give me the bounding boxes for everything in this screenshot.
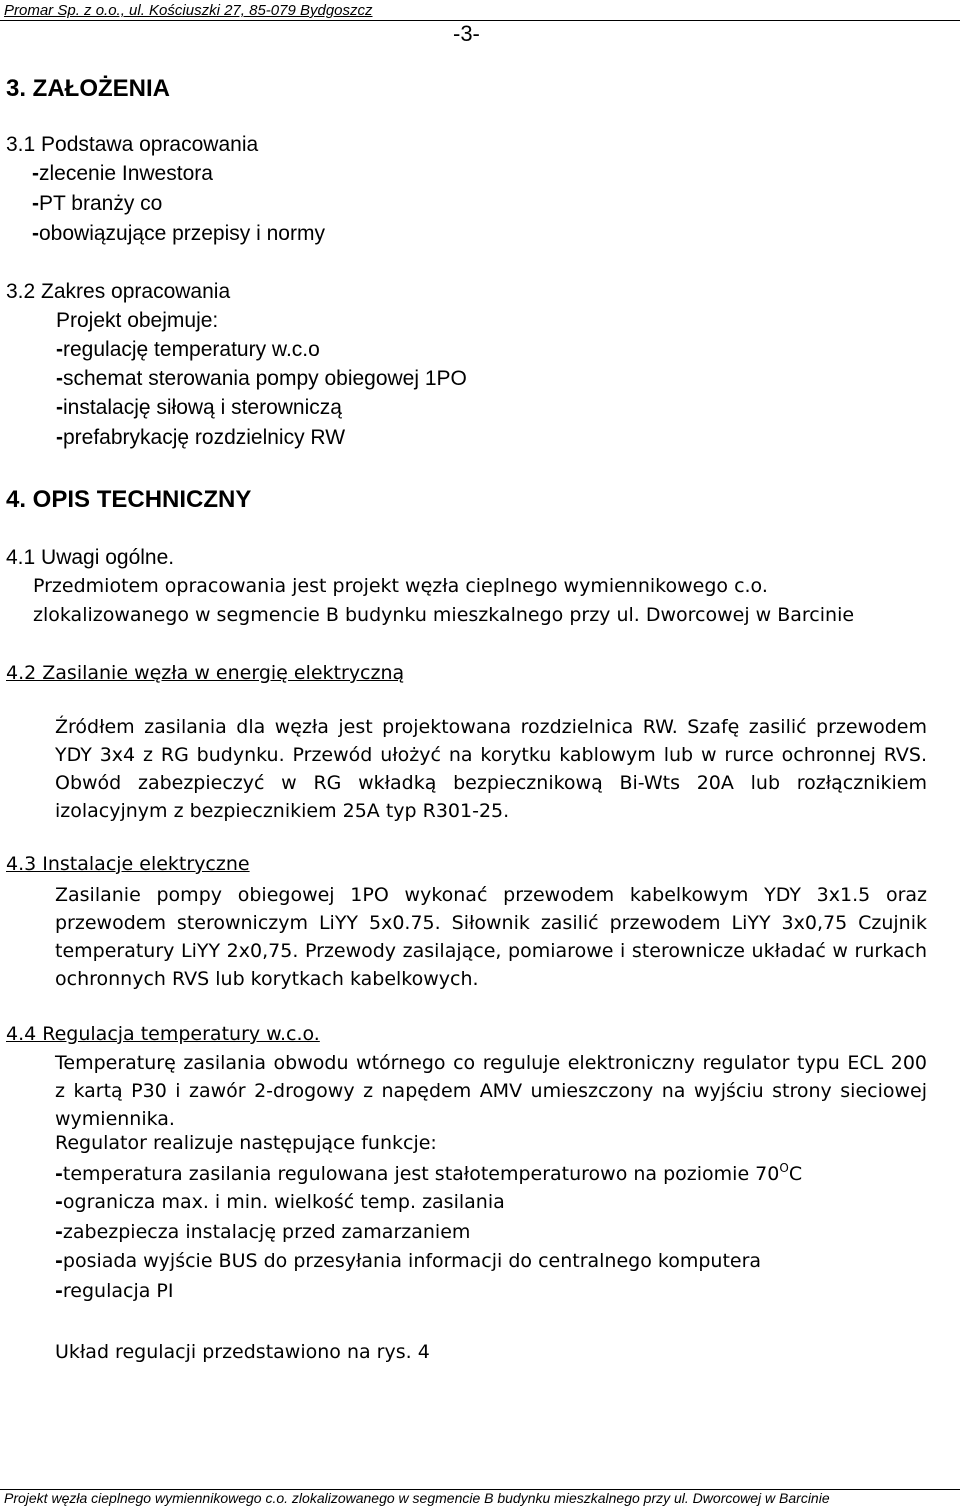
section-4-3-text: Zasilanie pompy obiegowej 1PO wykonać przewodem kabelkowym YDY 3x1.5 oraz przewodem sterowniczym LiYY 5x0.75. Siłownik zasilić przewodem LiYY 3x0,75 Czujnik temperatury LiYY 2x0,75. Przewody zasilające, pomiarowe i sterownicze układać w rurkach ochronnych RVS lub korytkach kabelkowych. — [55, 884, 927, 990]
header-company-address: Promar Sp. z o.o., ul. Kościuszki 27, 85-079 Bydgoszcz — [4, 2, 373, 19]
section-4-4-text: Temperaturę zasilania obwodu wtórnego co reguluje elektroniczny regulator typu ECL 200 z kartą P30 i zawór 2-drogowy z napędem AMV umieszczony na wyjściu strony sieciowej wymiennika. — [55, 1052, 927, 1130]
list-item: -PT branży co — [32, 192, 163, 215]
list-item: -schemat sterowania pompy obiegowej 1PO — [56, 367, 467, 390]
section-4-2-title: 4.2 Zasilanie węzła w energię elektryczną — [6, 662, 405, 684]
page-number: -3- — [453, 21, 480, 46]
list-item: -instalację siłową i sterowniczą — [56, 396, 342, 419]
section-3-title: 3. ZAŁOŻENIA — [6, 75, 171, 102]
section-3-2-intro: Projekt obejmuje: — [56, 309, 219, 332]
header-divider — [0, 20, 960, 21]
figure-reference: Układ regulacji przedstawiono na rys. 4 — [55, 1341, 430, 1363]
section-4-title: 4. OPIS TECHNICZNY — [6, 486, 252, 513]
function-item: -ogranicza max. i min. wielkość temp. zasilania — [55, 1191, 505, 1213]
section-4-4-title: 4.4 Regulacja temperatury w.c.o. — [6, 1023, 320, 1045]
section-4-3-title: 4.3 Instalacje elektryczne — [6, 853, 250, 875]
section-4-1-line: zlokalizowanego w segmencie B budynku mieszkalnego przy ul. Dworcowej w Barcinie — [33, 604, 855, 626]
list-item: -prefabrykację rozdzielnicy RW — [56, 426, 346, 449]
footer-text: Projekt węzła cieplnego wymiennikowego c.o. zlokalizowanego w segmencie B budynku mieszkalnego przy ul. Dworcowej w Barcinie — [4, 1490, 830, 1506]
function-item: -regulacja PI — [55, 1280, 174, 1302]
section-4-1-line: Przedmiotem opracowania jest projekt węzła cieplnego wymiennikowego c.o. — [33, 575, 768, 597]
function-item: -posiada wyjście BUS do przesyłania informacji do centralnego komputera — [55, 1250, 762, 1272]
list-item: -obowiązujące przepisy i normy — [32, 222, 325, 245]
section-4-1-title: 4.1 Uwagi ogólne. — [6, 546, 175, 569]
function-item: -temperatura zasilania regulowana jest stałotemperaturowo na poziomie $70^OC$ — [55, 1161, 803, 1185]
function-item: -zabezpiecza instalację przed zamarzaniem — [55, 1221, 471, 1243]
list-item: -regulację temperatury w.c.o — [56, 338, 320, 361]
section-3-1-title: 3.1 Podstawa opracowania — [6, 133, 259, 156]
list-item: -zlecenie Inwestora — [32, 162, 213, 185]
section-4-2-text: Źródłem zasilania dla węzła jest projektowana rozdzielnica RW. Szafę zasilić przewodem YDY 3x4 z RG budynku. Przewód ułożyć na korytku kablowym lub w rurce ochronnej RVS. Obwód zabezpieczyć w RG wkładką bezpiecznikową Bi-Wts 20A lub rozłącznikiem izolacyjnym z bezpiecznikiem 25A typ R301-25. — [55, 716, 927, 822]
functions-intro: Regulator realizuje następujące funkcje: — [55, 1132, 437, 1154]
section-3-2-title: 3.2 Zakres opracowania — [6, 280, 231, 303]
